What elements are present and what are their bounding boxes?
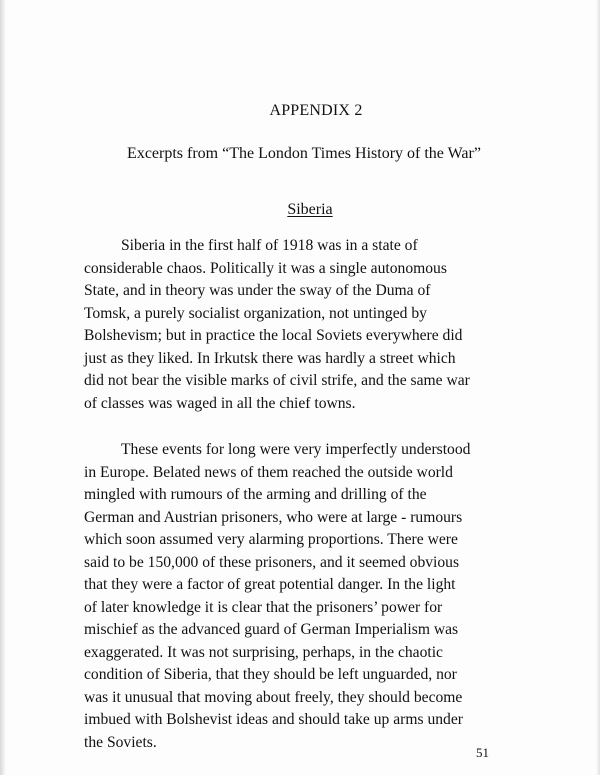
- section-title: Siberia: [287, 201, 333, 218]
- paragraph-1: [84, 235, 514, 415]
- paragraph-line: of later knowledge it is clear that the prisoners’ power for: [84, 598, 443, 616]
- paragraph-line: imbued with Bolshevist ideas and should take up arms under: [84, 711, 463, 728]
- paragraph-2: [84, 439, 514, 754]
- paragraph-line: condition of Siberia, that they should be left unguarded, nor: [84, 666, 457, 683]
- document-subtitle: Excerpts from “The London Times History of the War”: [127, 145, 481, 162]
- paragraph-line: mingled with rumours of the arming and drilling of the: [84, 486, 427, 503]
- page-shadow-left: [0, 0, 6, 775]
- paragraph-line: Bolshevism; but in practice the local Soviets everywhere did: [84, 327, 463, 344]
- paragraph-line: in Europe. Belated news of them reached the outside world: [84, 463, 453, 481]
- paragraph-line: Tomsk, a purely socialist organization, not untinged by: [84, 304, 427, 322]
- paragraph-line: the Soviets.: [84, 733, 157, 751]
- paragraph-line: which soon assumed very alarming proportions. There were: [84, 531, 458, 548]
- paragraph-line: of classes was waged in all the chief towns.: [84, 394, 356, 412]
- paragraph-line: German and Austrian prisoners, who were at large - rumours: [84, 508, 463, 526]
- paragraph-line: did not bear the visible marks of civil strife, and the same war: [84, 372, 470, 389]
- paragraph-line: that they were a factor of great potential danger. In the light: [84, 576, 456, 593]
- paragraph-line: exaggerated. It was not surprising, perhaps, in the chaotic: [84, 643, 443, 661]
- page-number: 51: [476, 745, 489, 760]
- paragraph-line: said to be 150,000 of these prisoners, and it seemed obvious: [84, 553, 460, 571]
- paragraph-line: These events for long were very imperfectly understood: [121, 441, 471, 458]
- paragraph-line: mischief as the advanced guard of German Imperialism was: [84, 621, 459, 638]
- paragraph-line: just as they liked. In Irkutsk there was hardly a street which: [84, 349, 456, 367]
- paragraph-line: Siberia in the first half of 1918 was in a state of: [121, 237, 418, 254]
- appendix-title: APPENDIX 2: [269, 102, 363, 119]
- paragraph-line: was it unusual that moving about freely, they should become: [84, 688, 463, 706]
- paragraph-line: considerable chaos. Politically it was a single autonomous: [84, 259, 447, 277]
- paragraph-line: State, and in theory was under the sway of the Duma of: [84, 282, 431, 299]
